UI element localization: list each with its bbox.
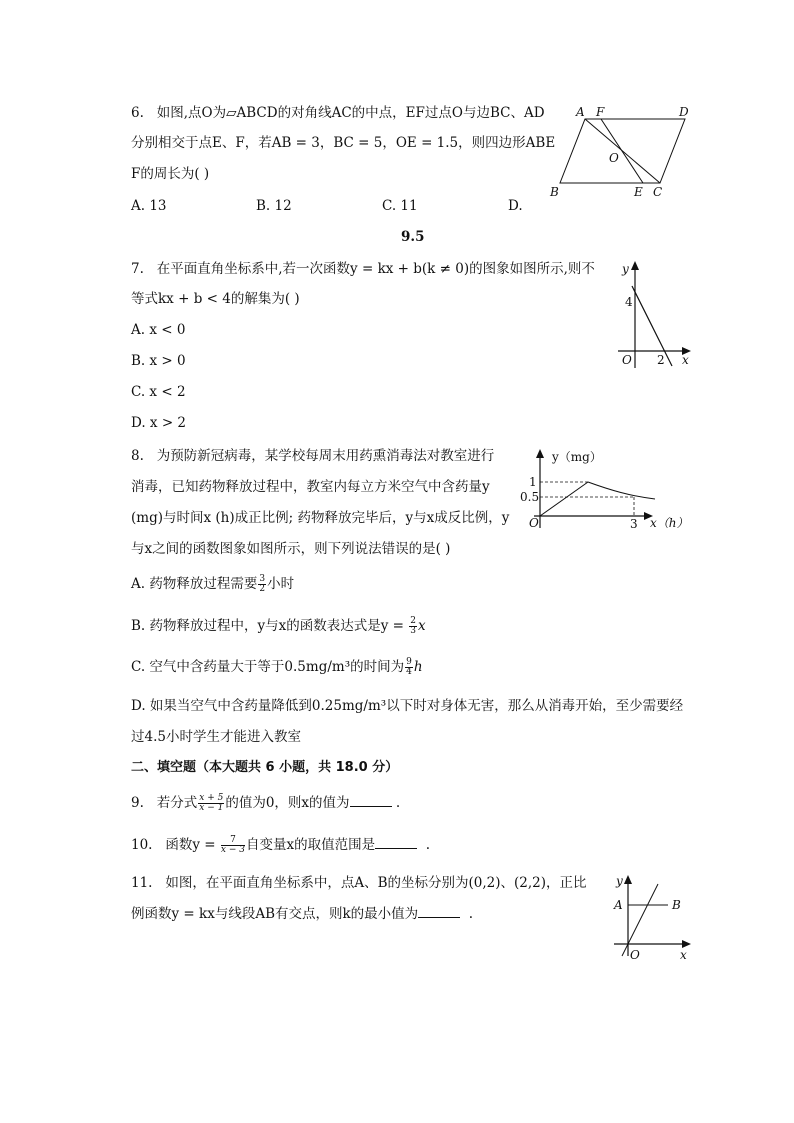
q11-text-2: 例函数y = kx与线段AB有交点，则k的最小值为 [131,906,419,922]
q6-option-a: A. 13 [131,198,167,214]
label-f: F [596,105,605,119]
q8-line-1 [131,446,494,466]
q9-fraction [198,794,224,813]
q9-line [131,793,400,813]
q6-number: 6. [131,105,144,121]
q9-pre: 若分式 [156,795,198,811]
y-axis-arrow [536,449,544,458]
label-05: 0.5 [520,490,540,504]
q10-end: . [425,837,430,853]
q7-linear-function-figure [608,258,698,373]
q8-option-a-pre: A. 药物释放过程需要 [131,576,258,592]
label-b: B [672,898,681,912]
q6-text-1: 如图,点O为▱ABCD的对角线AC的中点，EF过点O与边BC、AD [156,105,545,121]
q7-option-a: A. x < 0 [131,322,186,338]
q8-option-b-pre: B. 药物释放过程中，y与x的函数表达式是y = [131,618,409,634]
frac-numerator: 7 [221,836,245,846]
q8-option-c [131,657,423,677]
q7-text-1: 在平面直角坐标系中,若一次函数y = kx + b(k ≠ 0)的图象如图所示,则不 [156,261,595,277]
q7-option-b: B. x > 0 [131,353,186,369]
q10-number: 10. [131,837,153,853]
q6-option-d-value: 9.5 [401,229,425,245]
label-4: 4 [625,295,633,309]
label-1: 1 [529,475,537,489]
label-o: O [622,353,632,367]
frac-denominator: x − 1 [199,803,224,813]
q11-coordinate-figure [608,872,698,962]
q8-option-b [131,616,426,636]
q6-text-2: 分别相交于点E、F，若AB = 3，BC = 5，OE = 1.5，则四边形ABE [131,135,556,151]
label-a: A [576,105,585,119]
q9-end: . [395,795,401,811]
q8-option-a-post: 小时 [267,576,295,592]
label-x: x [682,353,689,367]
frac-denominator: 4 [406,667,412,677]
frac-numerator: 3 [259,574,266,584]
q8-option-d-2: 过4.5小时学生才能进入教室 [131,729,301,745]
q10-post: 自变量x的取值范围是 [245,837,376,853]
frac-numerator: x + 5 [199,793,224,803]
label-y: y [622,262,629,276]
q6-option-d: D. [508,198,523,214]
q9-post: 的值为0，则x的值为 [225,795,350,811]
q8-concentration-figure [520,446,690,536]
label-d: D [679,105,689,119]
frac-numerator: 9 [406,657,412,667]
q11-text-1: 如图，在平面直角坐标系中，点A、B的坐标分别为(0,2)、(2,2)，正比 [165,875,587,891]
y-axis-arrow [631,261,639,270]
q7-option-c: C. x < 2 [131,384,186,400]
label-c: C [653,185,663,199]
section-fill-in-title: 二、填空题（本大题共 6 小题，共 18.0 分） [131,760,399,775]
q8-text-1: 为预防新冠病毒，某学校每周末用药熏消毒法对教室进行 [156,448,495,464]
label-x: x [680,948,687,962]
q8-option-b-post: x [418,618,426,634]
label-b: B [550,185,559,199]
q7-line-1 [131,259,595,279]
release-segment [540,482,588,516]
q7-text-2: 等式kx + b < 4的解集为( ) [131,291,300,307]
q9-answer-blank[interactable] [350,794,392,807]
q11-end: . [468,906,474,922]
function-line [632,286,672,366]
q8-option-d-1: D. 如果当空气中含药量降低到0.25mg/m³以下时对身体无害，那么从消毒开始，至少需要经 [131,698,684,714]
q8-option-c-post: h [413,659,423,675]
q11-line-1 [131,873,587,893]
decay-curve [588,482,655,499]
q6-option-b: B. 12 [256,198,292,214]
segment-ef [601,119,643,183]
q9-number: 9. [131,795,144,811]
q11-line-2 [131,904,473,924]
frac-denominator: 2 [259,584,266,594]
label-3: 3 [630,517,638,531]
label-y: y [616,874,623,888]
x-axis-arrow [682,940,691,948]
q10-answer-blank[interactable] [375,836,417,849]
q11-number: 11. [131,875,153,891]
q7-option-d: D. x > 2 [131,415,187,431]
q8-option-c-pre: C. 空气中含药量大于等于0.5mg/m³的时间为 [131,659,405,675]
label-e: E [634,185,643,199]
q10-fraction [221,836,245,855]
frac-denominator: x − 3 [220,845,245,855]
frac-numerator: 2 [410,616,416,626]
q8-text-2: 消毒，已知药物释放过程中，教室内每立方米空气中含药量y [131,479,490,495]
q10-pre: 函数y = [165,837,220,853]
q6-option-c: C. 11 [382,198,418,214]
q6-parallelogram-figure [545,103,695,203]
q8-option-a-fraction [258,575,266,594]
frac-denominator: 3 [410,626,416,636]
q7-number: 7. [131,261,144,277]
q8-option-b-fraction [409,617,417,636]
q10-line [131,835,430,855]
q6-line-1 [131,103,545,123]
q6-text-3: F的周长为( ) [131,166,210,182]
q8-option-c-fraction [405,658,413,677]
label-o: O [630,948,640,962]
label-x-h: x（h） [650,516,689,530]
label-2: 2 [657,353,665,367]
label-a: A [614,898,623,912]
label-y-mg: y（mg） [552,450,602,464]
q8-text-4: 与x之间的函数图象如图所示，则下列说法错误的是( ) [131,541,451,557]
q11-answer-blank[interactable] [418,905,460,918]
q8-option-a [131,574,294,594]
y-axis-arrow [624,875,632,884]
q8-number: 8. [131,448,144,464]
label-o: O [529,516,539,530]
label-o: O [609,151,619,165]
q8-text-3: (mg)与时间x (h)成正比例; 药物释放完毕后，y与x成反比例，y [131,510,510,526]
